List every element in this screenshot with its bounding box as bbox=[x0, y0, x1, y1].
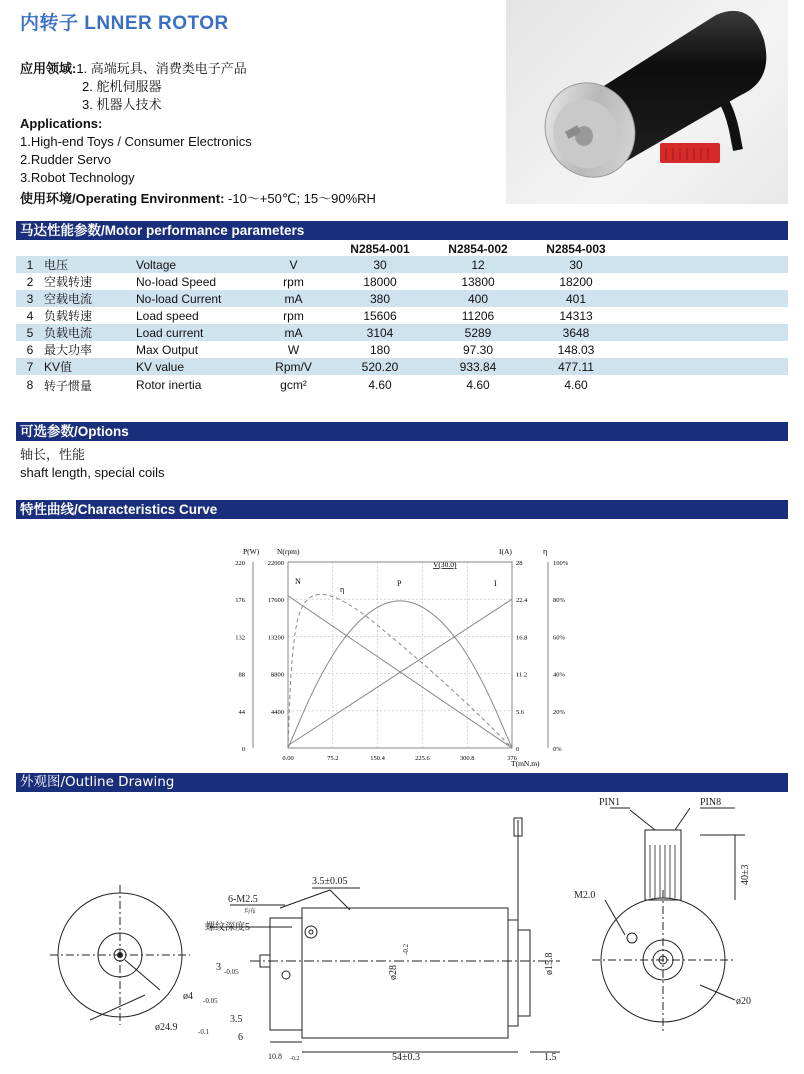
dim-m25-note: 均布 bbox=[244, 909, 257, 915]
series-line-p bbox=[288, 601, 512, 748]
tick-label-i: 28 bbox=[516, 560, 523, 567]
tick-label-x: 376 bbox=[507, 755, 517, 762]
series-label-i: I bbox=[494, 579, 497, 588]
row-value: 401 bbox=[527, 290, 625, 307]
dim-15: 1.5 bbox=[544, 1052, 557, 1063]
row-value: 18200 bbox=[559, 274, 593, 289]
tick-label-x: 300.8 bbox=[459, 755, 475, 762]
options-line-cn: 轴长，性能 bbox=[20, 447, 86, 462]
dim-35: 3.5 bbox=[230, 1014, 243, 1025]
row-value: 400 bbox=[429, 290, 527, 307]
row-value: 97.30 bbox=[462, 342, 494, 357]
row-label-en: KV value bbox=[136, 358, 256, 375]
tick-label-eta: 40% bbox=[553, 671, 565, 679]
dim-dia4-tol: -0.05 bbox=[203, 997, 218, 1005]
tick-label-n: 13200 bbox=[267, 634, 284, 642]
row-value: 3648 bbox=[527, 324, 625, 341]
dim-dia28-tol: -0.2 bbox=[402, 943, 410, 955]
section-header-params: 马达性能参数/Motor performance parameters bbox=[16, 221, 788, 240]
row-label-en: Load current bbox=[136, 324, 256, 341]
row-value: 4.60 bbox=[564, 378, 588, 392]
tick-label-p: 0 bbox=[241, 746, 245, 753]
table-header-row bbox=[16, 241, 788, 256]
dim-dia4: ø4 bbox=[183, 991, 193, 1002]
tick-label-eta: 80% bbox=[553, 597, 565, 605]
label-pin1: PIN1 bbox=[599, 797, 621, 808]
row-value: 477.11 bbox=[527, 358, 625, 375]
section-header-curve: 特性曲线/Characteristics Curve bbox=[16, 500, 788, 519]
axis-title-i: I(A) bbox=[499, 547, 512, 556]
dim-3-tol: -0.05 bbox=[224, 968, 239, 976]
row-unit: mA bbox=[256, 324, 331, 341]
condition-label: V(30.0) bbox=[433, 560, 457, 569]
table-row bbox=[16, 375, 788, 395]
dim-54: 54±0.3 bbox=[392, 1052, 420, 1063]
tick-label-n: 4400 bbox=[271, 708, 284, 716]
row-label-cn: 最大功率 bbox=[44, 343, 93, 357]
tick-label-p: 220 bbox=[235, 560, 245, 567]
row-value: 5289 bbox=[429, 324, 527, 341]
row-value: 180 bbox=[369, 342, 391, 357]
dim-108: 10.8 bbox=[268, 1052, 282, 1061]
row-label-cn: KV值 bbox=[44, 358, 136, 375]
tick-label-p: 44 bbox=[238, 708, 245, 716]
row-unit: rpm bbox=[283, 308, 304, 323]
tick-label-x: 150.4 bbox=[370, 755, 385, 762]
row-index: 3 bbox=[16, 290, 44, 307]
row-label-en: Load speed bbox=[136, 308, 199, 323]
tick-label-i: 22.4 bbox=[516, 597, 528, 605]
tick-label-eta: 100% bbox=[553, 560, 569, 567]
application-en-item: 3.Robot Technology bbox=[20, 170, 135, 185]
application-en-item: 2.Rudder Servo bbox=[20, 152, 112, 167]
axis-title-p: P(W) bbox=[243, 547, 260, 556]
row-value: 3104 bbox=[331, 324, 429, 341]
row-label-en: Max Output bbox=[136, 342, 199, 357]
tick-label-p: 132 bbox=[235, 634, 245, 642]
tick-label-i: 16.8 bbox=[516, 634, 528, 642]
env-label: 使用环境/Operating Environment: bbox=[20, 191, 225, 206]
chart-svg bbox=[225, 540, 585, 770]
series-label-eta: η bbox=[340, 585, 345, 594]
row-value: 14313 bbox=[559, 308, 593, 323]
tick-label-eta: 20% bbox=[553, 708, 565, 716]
tick-label-p: 176 bbox=[235, 597, 245, 605]
tick-label-n: 22000 bbox=[267, 560, 284, 567]
application-en-heading: Applications: bbox=[20, 116, 103, 131]
section-header-outline: 外观图/Outline Drawing bbox=[16, 773, 788, 792]
row-unit: W bbox=[287, 342, 300, 357]
options-text bbox=[20, 446, 165, 482]
dim-m25: 6-M2.5 bbox=[228, 894, 258, 905]
model-header: N2854-002 bbox=[448, 241, 508, 256]
row-value: 12 bbox=[429, 256, 527, 273]
row-label-en: Rotor inertia bbox=[136, 378, 202, 392]
dim-dia28: ø28 bbox=[388, 965, 399, 980]
dim-thread-depth: 螺纹深度5 bbox=[205, 922, 250, 933]
tick-label-p: 88 bbox=[238, 671, 245, 679]
table-row bbox=[16, 307, 788, 324]
row-value: 933.84 bbox=[429, 358, 527, 375]
model-header: N2854-001 bbox=[350, 241, 410, 256]
operating-environment bbox=[20, 188, 376, 207]
row-label-cn: 空载转速 bbox=[44, 275, 93, 289]
row-label-cn: 空载电流 bbox=[44, 290, 136, 307]
axis-title-n: N(rpm) bbox=[277, 547, 300, 556]
outline-drawing bbox=[0, 790, 804, 1069]
application-cn-label: 应用领域: bbox=[20, 61, 77, 76]
row-value: 380 bbox=[331, 290, 429, 307]
row-value: 148.03 bbox=[557, 342, 595, 357]
row-index: 4 bbox=[26, 308, 34, 323]
tick-label-n: 8800 bbox=[271, 671, 284, 679]
series-line-i bbox=[288, 599, 512, 745]
row-value: 4.60 bbox=[368, 378, 392, 392]
dim-6: 6 bbox=[238, 1032, 243, 1043]
row-value: 30 bbox=[527, 256, 625, 273]
characteristics-chart bbox=[225, 540, 585, 770]
page-title: 内转子 LNNER ROTOR bbox=[20, 13, 229, 34]
row-label-cn: 转子惯量 bbox=[44, 378, 93, 393]
axis-title-eta: η bbox=[543, 547, 548, 556]
row-unit: Rpm/V bbox=[256, 358, 331, 375]
table-row bbox=[16, 358, 788, 375]
dim-350: 3.5±0.05 bbox=[312, 876, 348, 887]
table-row bbox=[16, 290, 788, 307]
table-row bbox=[16, 341, 788, 358]
row-index: 2 bbox=[26, 274, 34, 289]
row-label-cn: 负载电流 bbox=[44, 324, 136, 341]
tick-label-i: 5.6 bbox=[516, 708, 525, 716]
x-axis-title: T(mN.m) bbox=[511, 759, 540, 768]
env-value: -10～+50℃; 15～90%RH bbox=[224, 191, 376, 206]
side-view-body bbox=[302, 908, 508, 1038]
table-row bbox=[16, 273, 788, 290]
application-en bbox=[20, 115, 252, 187]
row-unit: mA bbox=[256, 290, 331, 307]
dim-40: 40±3 bbox=[740, 864, 751, 885]
table-row bbox=[16, 256, 788, 273]
row-index: 8 bbox=[26, 378, 34, 392]
row-value: 15606 bbox=[363, 308, 397, 323]
tick-label-x: 225.6 bbox=[415, 755, 430, 762]
tick-label-eta: 0% bbox=[553, 746, 562, 753]
row-index: 6 bbox=[26, 342, 34, 357]
tick-label-i: 0 bbox=[516, 746, 520, 753]
tick-label-i: 11.2 bbox=[516, 671, 528, 679]
row-index: 5 bbox=[16, 324, 44, 341]
dim-108-tol: -0.2 bbox=[290, 1056, 300, 1062]
plot-frame bbox=[288, 562, 512, 748]
application-cn bbox=[20, 60, 247, 114]
table-row bbox=[16, 324, 788, 341]
row-unit: V bbox=[256, 256, 331, 273]
row-value: 30 bbox=[331, 256, 429, 273]
options-line-en: shaft length, special coils bbox=[20, 465, 165, 480]
row-label-cn: 负载转速 bbox=[44, 309, 93, 323]
dim-dia20: ø20 bbox=[736, 996, 751, 1007]
row-label-en: No-load Speed bbox=[136, 274, 217, 289]
series-label-n: N bbox=[295, 577, 301, 586]
section-header-options: 可选参数/Options bbox=[16, 422, 788, 441]
dim-3: 3 bbox=[216, 962, 221, 973]
performance-table bbox=[16, 241, 788, 395]
tick-label-n: 17600 bbox=[267, 597, 284, 605]
row-value: 18000 bbox=[363, 274, 397, 289]
row-index: 7 bbox=[16, 358, 44, 375]
series-label-p: P bbox=[397, 579, 402, 588]
motor-photo bbox=[506, 0, 788, 204]
application-cn-item: 2. 舵机伺服器 bbox=[82, 79, 162, 94]
label-m20: M2.0 bbox=[574, 890, 596, 901]
model-header: N2854-003 bbox=[546, 241, 606, 256]
tick-label-x: 0.00 bbox=[282, 755, 294, 762]
application-cn-item: 3. 机器人技术 bbox=[82, 97, 162, 112]
tick-label-x: 75.2 bbox=[327, 755, 339, 762]
application-cn-item: 1. 高端玩具、消费类电子产品 bbox=[76, 61, 247, 76]
application-en-item: 1.High-end Toys / Consumer Electronics bbox=[20, 134, 252, 149]
row-label-en: Voltage bbox=[136, 256, 256, 273]
row-label-cn: 电压 bbox=[44, 256, 136, 273]
row-index: 1 bbox=[16, 256, 44, 273]
dim-dia249: ø24.9 bbox=[155, 1022, 178, 1033]
row-unit: rpm bbox=[283, 274, 304, 289]
row-value: 520.20 bbox=[331, 358, 429, 375]
row-value: 13800 bbox=[461, 274, 495, 289]
row-value: 11206 bbox=[461, 308, 495, 323]
dim-dia158: ø15.8 bbox=[544, 952, 555, 975]
tick-label-eta: 60% bbox=[553, 634, 565, 642]
row-label-en: No-load Current bbox=[136, 290, 256, 307]
connector-outline bbox=[645, 830, 681, 900]
dim-dia249-tol: -0.1 bbox=[198, 1028, 210, 1036]
row-unit: gcm² bbox=[280, 378, 307, 392]
label-pin8: PIN8 bbox=[700, 797, 722, 808]
row-value: 4.60 bbox=[466, 378, 490, 392]
